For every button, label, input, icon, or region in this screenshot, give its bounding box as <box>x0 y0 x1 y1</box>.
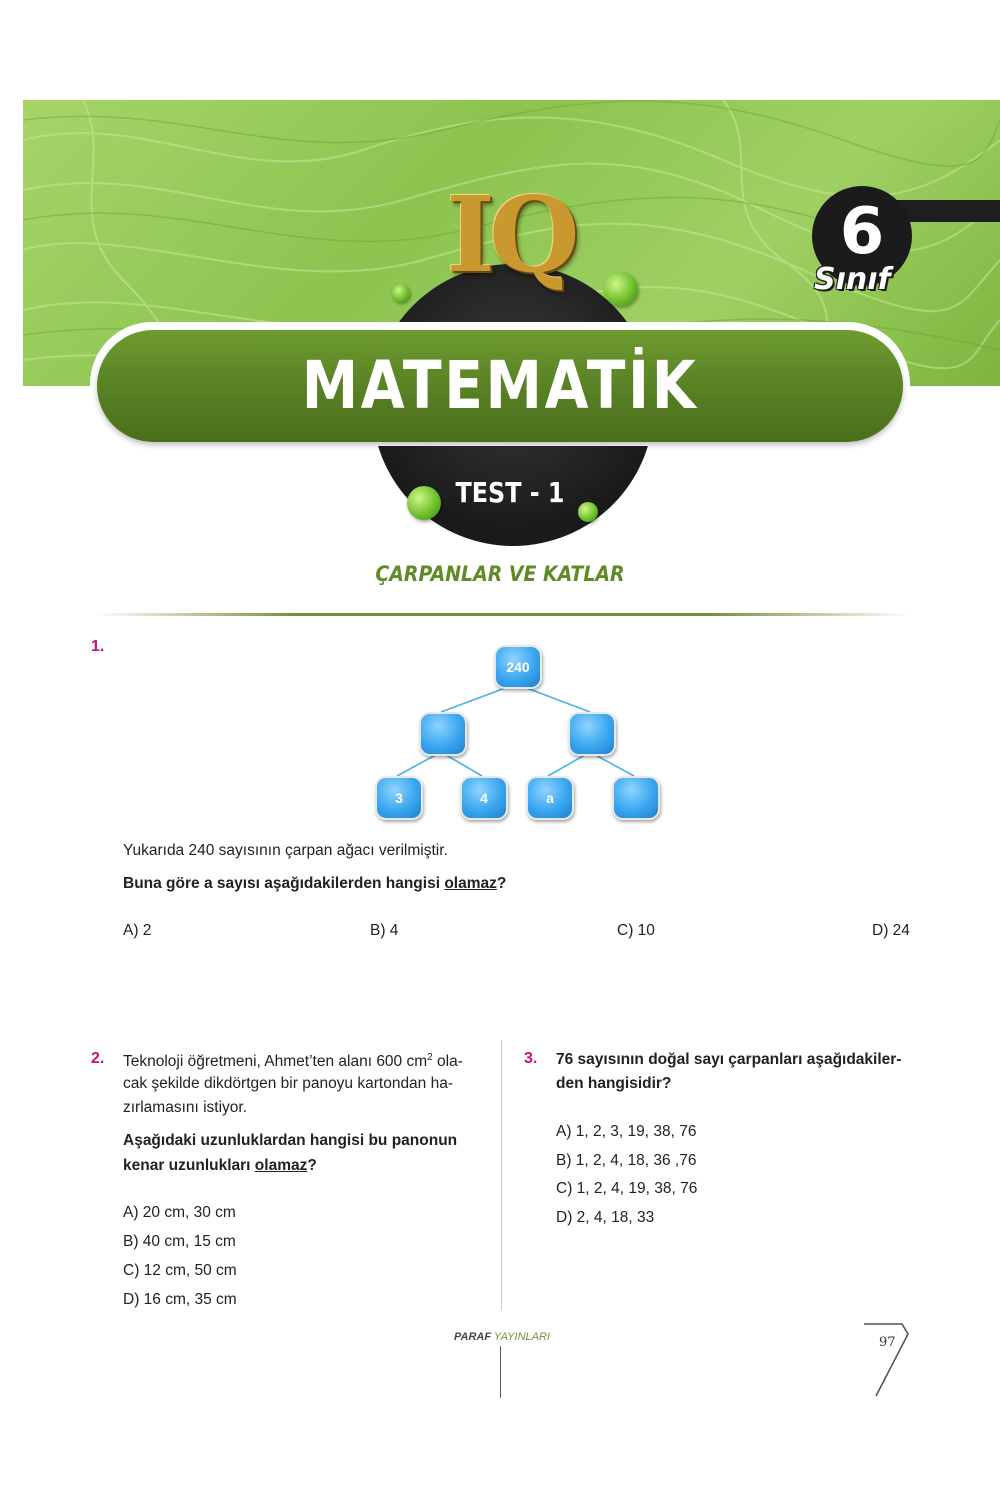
answer-option-c[interactable]: C) 10 <box>617 922 655 939</box>
question-text: cak şekilde dikdörtgen bir panoyu kartondan ha- <box>123 1075 454 1092</box>
answer-option-c[interactable]: C) 1, 2, 4, 19, 38, 76 <box>556 1180 698 1197</box>
tree-node-leaf: 4 <box>460 776 508 820</box>
question-text: zırlamasını istiyor. <box>123 1099 248 1116</box>
grade-number: 6 <box>812 186 912 286</box>
question-prompt: 76 sayısının doğal sayı çarpanları aşağıdakiler- <box>556 1051 902 1068</box>
page-corner-mark <box>862 1320 912 1400</box>
answer-option-a[interactable]: A) 20 cm, 30 cm <box>123 1204 236 1221</box>
test-label: TEST - 1 <box>455 476 565 509</box>
subject-heading: ÇARPANLAR VE KATLAR <box>375 562 625 586</box>
question-prompt: Aşağıdaki uzunluklardan hangisi bu panonun <box>123 1132 458 1149</box>
answer-option-b[interactable]: B) 1, 2, 4, 18, 36 ,76 <box>556 1152 697 1169</box>
answer-option-d[interactable]: D) 2, 4, 18, 33 <box>556 1209 655 1226</box>
iq-logo: IQ <box>446 173 574 296</box>
tree-node-leaf: 3 <box>375 776 423 820</box>
answer-option-b[interactable]: B) 4 <box>370 922 399 939</box>
column-divider <box>501 1040 502 1310</box>
answer-option-a[interactable]: A) 1, 2, 3, 19, 38, 76 <box>556 1123 697 1140</box>
tree-node-root: 240 <box>494 645 542 689</box>
question-number: 3. <box>524 1050 538 1067</box>
footer-divider <box>500 1346 501 1398</box>
grade-word: Sınıf <box>814 262 891 297</box>
page-title: MATEMATİK <box>301 347 699 424</box>
answer-option-a[interactable]: A) 2 <box>123 922 152 939</box>
answer-option-d[interactable]: D) 24 <box>872 922 910 939</box>
question-prompt: Buna göre a sayısı aşağıdakilerden hangisi olamaz? <box>123 875 507 892</box>
answer-option-b[interactable]: B) 40 cm, 15 cm <box>123 1233 236 1250</box>
page-number: 97 <box>879 1335 896 1350</box>
publisher-brand: PARAF YAYINLARI <box>454 1331 550 1343</box>
question-number: 2. <box>91 1050 105 1067</box>
tree-node-empty <box>568 712 616 756</box>
tree-node-empty <box>419 712 467 756</box>
question-number: 1. <box>91 638 105 655</box>
question-text: Teknoloji öğretmeni, Ahmet’ten alanı 600 $cm^2$ ola- <box>123 1052 463 1071</box>
answer-option-c[interactable]: C) 12 cm, 50 cm <box>123 1262 237 1279</box>
answer-option-d[interactable]: D) 16 cm, 35 cm <box>123 1291 237 1308</box>
tree-node-empty <box>612 776 660 820</box>
question-text: Yukarıda 240 sayısının çarpan ağacı verilmiştir. <box>123 842 448 859</box>
question-prompt: den hangisidir? <box>556 1075 672 1092</box>
question-prompt: kenar uzunlukları olamaz? <box>123 1157 317 1174</box>
tree-node-leaf: a <box>526 776 574 820</box>
